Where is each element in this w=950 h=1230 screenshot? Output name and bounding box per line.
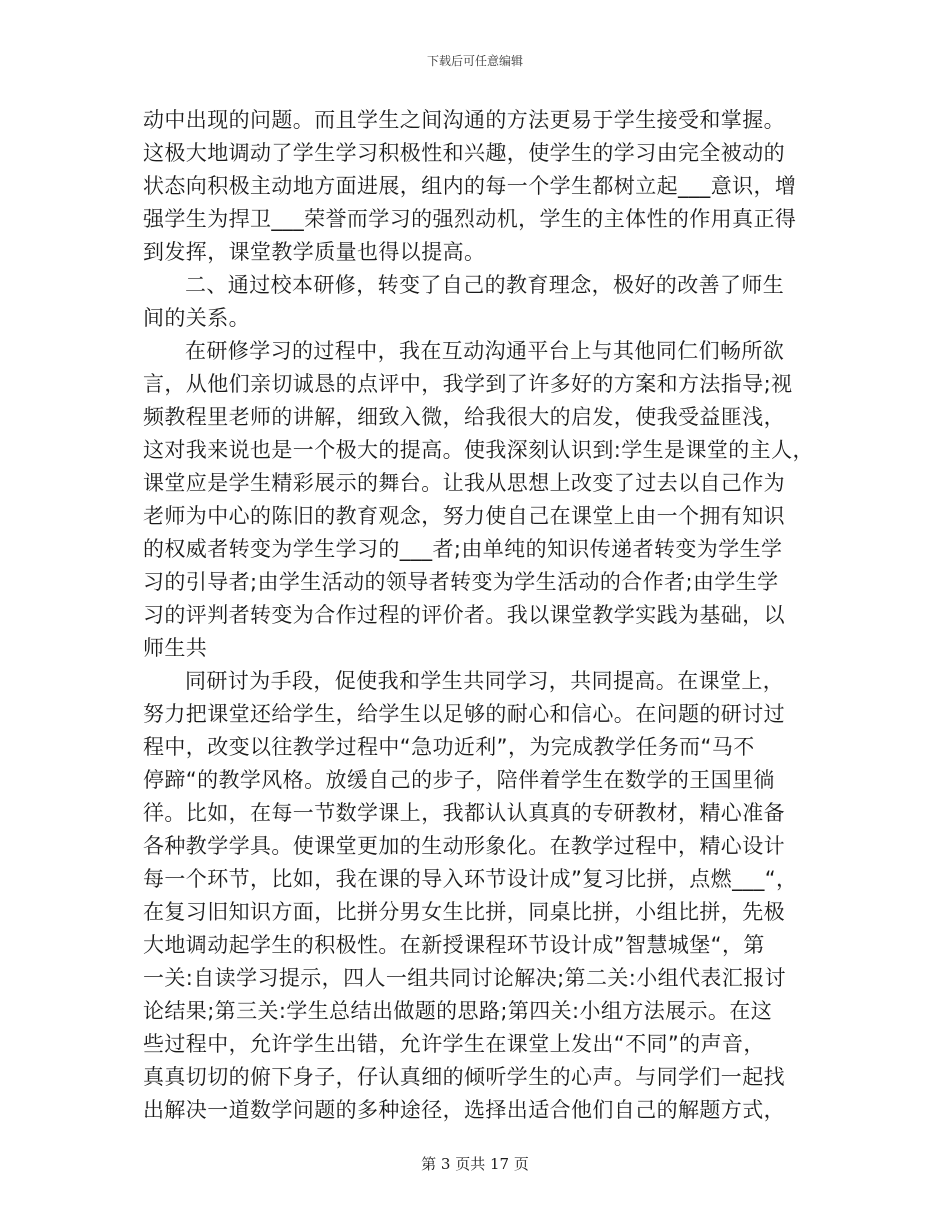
section-heading-continued: 间的关系。 <box>143 306 250 330</box>
body-line: 大地调动起学生的积极性。在新授课程环节设计成”智慧城堡“，第 <box>143 933 765 957</box>
body-line: 每一个环节，比如，我在课的导入环节设计成”复习比拼，点燃___“， <box>143 867 798 891</box>
body-line: 这极大地调动了学生学习积极性和兴趣，使学生的学习由完全被动的 <box>143 141 785 165</box>
document-body <box>143 104 823 1127</box>
body-line: 真真切切的俯下身子，仔认真细的倾听学生的心声。与同学们一起找 <box>143 1065 785 1089</box>
body-line: 各种教学学具。使课堂更加的生动形象化。在教学过程中，精心设计 <box>143 834 785 858</box>
body-line: 师生共 <box>143 636 208 660</box>
body-line: 努力把课堂还给学生，给学生以足够的耐心和信心。在问题的研讨过 <box>143 702 785 726</box>
body-line: 习的评判者转变为合作过程的评价者。我以课堂教学实践为基础，以 <box>143 603 785 627</box>
body-line: 言，从他们亲切诚恳的点评中，我学到了许多好的方案和方法指导;视 <box>143 372 793 396</box>
body-line: 强学生为捍卫___荣誉而学习的强烈动机，学生的主体性的作用真正得 <box>143 207 797 231</box>
body-line: 课堂应是学生精彩展示的舞台。让我从思想上改变了过去以自己作为 <box>143 471 785 495</box>
body-line: 徉。比如，在每一节数学课上，我都认认真真的专研教材，精心准备 <box>143 801 785 825</box>
body-line: 习的引导者;由学生活动的领导者转变为学生活动的合作者;由学生学 <box>143 570 779 594</box>
body-line: 状态向积极主动地方面进展，组内的每一个学生都树立起___意识，增 <box>143 174 797 198</box>
body-line: 在研修学习的过程中，我在互动沟通平台上与其他同仁们畅所欲 <box>185 339 785 363</box>
page-header: 下载后可任意编辑 <box>426 54 523 68</box>
body-line: 到发挥，课堂教学质量也得以提高。 <box>143 240 486 264</box>
body-line: 同研讨为手段，促使我和学生共同学习，共同提高。在课堂上， <box>185 669 785 693</box>
body-line: 频教程里老师的讲解，细致入微，给我很大的启发，使我受益匪浅， <box>143 405 785 429</box>
body-line: 在复习旧知识方面，比拼分男女生比拼，同桌比拼，小组比拼，先极 <box>143 900 785 924</box>
section-heading: 二、通过校本研修，转变了自己的教育理念，极好的改善了师生 <box>185 273 785 297</box>
body-line: 些过程中，允许学生出错，允许学生在课堂上发出“不同”的声音， <box>143 1032 765 1056</box>
body-line: 动中出现的问题。而且学生之间沟通的方法更易于学生接受和掌握。 <box>143 108 785 132</box>
body-line: 这对我来说也是一个极大的提高。使我深刻认识到:学生是课堂的主人， <box>143 438 814 462</box>
body-line: 程中，改变以往教学过程中“急功近利”，为完成教学任务而“马不 <box>143 735 755 759</box>
body-line: 论结果;第三关:学生总结出做题的思路;第四关:小组方法展示。在这 <box>143 999 773 1023</box>
page-number: 第 3 页共 17 页 <box>421 1155 529 1173</box>
body-line: 老师为中心的陈旧的教育观念，努力使自己在课堂上由一个拥有知识 <box>143 504 785 528</box>
body-line: 一关:自读学习提示，四人一组共同讨论解决;第二关:小组代表汇报讨 <box>143 966 787 990</box>
body-line: 的权威者转变为学生学习的___者;由单纯的知识传递者转变为学生学 <box>143 537 783 561</box>
body-line: 停蹄“的教学风格。放缓自己的步子，陪伴着学生在数学的王国里徜 <box>143 768 775 792</box>
body-line: 出解决一道数学问题的多种途径，选择出适合他们自己的解题方式， <box>143 1098 785 1122</box>
